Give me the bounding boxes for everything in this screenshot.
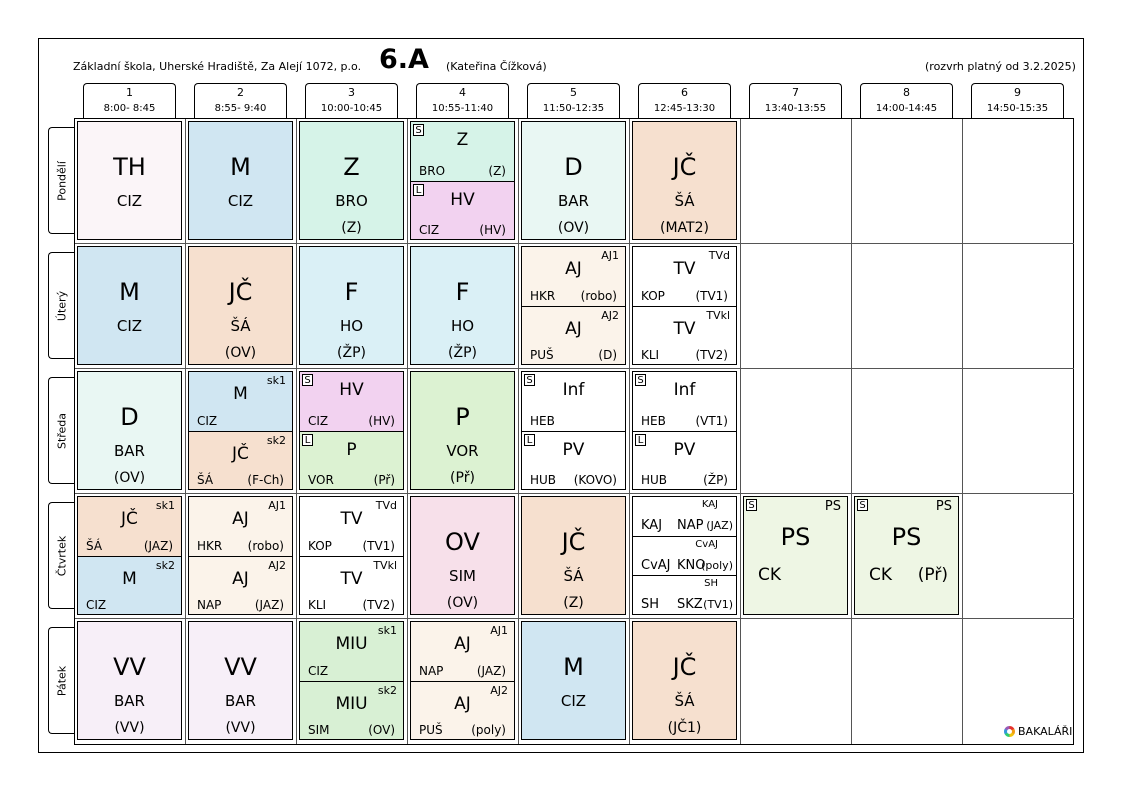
lesson-mon-2[interactable] xyxy=(188,121,293,240)
period-time: 8:55- 9:40 xyxy=(214,103,267,114)
subject-abbr: PV xyxy=(562,440,585,460)
lesson-thu-6[interactable] xyxy=(632,496,737,615)
room-label: (ŽP) xyxy=(337,345,366,361)
grid-cell xyxy=(741,244,852,369)
grid-cell xyxy=(852,244,963,369)
subject-abbr: Inf xyxy=(562,380,585,400)
lesson-tue-1[interactable] xyxy=(77,246,182,365)
teacher-abbr: BAR xyxy=(114,692,145,710)
subject-abbr: P xyxy=(346,440,357,460)
teacher-abbr: CIZ xyxy=(116,317,143,335)
lesson-fri-3[interactable] xyxy=(299,621,404,740)
lesson-part-top[interactable] xyxy=(411,122,514,181)
lesson-thu-4[interactable] xyxy=(410,496,515,615)
grid-cell xyxy=(963,369,1074,494)
subject-abbr: M xyxy=(122,569,137,589)
lesson-part-top[interactable] xyxy=(300,622,403,681)
period-time: 11:50-12:35 xyxy=(542,103,605,114)
period-time: 13:40-13:55 xyxy=(764,103,827,114)
lesson-part-bottom[interactable] xyxy=(411,181,514,240)
lesson-part-top[interactable] xyxy=(522,372,625,431)
period-time: 14:00-14:45 xyxy=(875,103,938,114)
lesson-mon-6[interactable] xyxy=(632,121,737,240)
teacher-abbr: CIZ xyxy=(308,664,329,678)
subject-abbr: TV xyxy=(340,509,363,529)
lesson-part-bottom[interactable] xyxy=(522,306,625,365)
subject-abbr: M xyxy=(563,653,584,681)
subject-abbr: TV xyxy=(673,319,696,339)
logo-text: BAKALÁŘI xyxy=(1018,725,1073,738)
room-label: (TV1) xyxy=(362,539,395,553)
teacher-abbr: HO xyxy=(450,317,475,335)
class-teacher: (Kateřina Čížková) xyxy=(446,60,547,73)
room-label: (TV1) xyxy=(695,289,728,303)
teacher-abbr: BAR xyxy=(114,442,145,460)
subject-abbr: AJ xyxy=(454,694,471,714)
teacher-abbr: CIZ xyxy=(86,598,107,612)
lesson-part-bottom[interactable] xyxy=(633,306,736,365)
room-label: (OV) xyxy=(113,470,146,486)
day-name: Středa xyxy=(55,412,69,449)
room-label: (D) xyxy=(598,348,617,362)
lesson-wed-1[interactable] xyxy=(77,371,182,490)
period-number: 6 xyxy=(681,86,688,99)
room-label: (OV) xyxy=(224,345,257,361)
grid-cell xyxy=(852,619,963,744)
teacher-abbr: ŠÁ xyxy=(674,192,695,210)
lesson-part-bottom[interactable] xyxy=(300,431,403,490)
lesson-part-1[interactable] xyxy=(633,497,736,536)
lesson-part-bottom[interactable] xyxy=(78,556,181,615)
room-label: (Z) xyxy=(563,595,584,611)
subject-abbr: PV xyxy=(673,440,696,460)
room-label: (HV) xyxy=(368,414,395,428)
timetable-grid xyxy=(74,118,1074,745)
lesson-mon-3[interactable] xyxy=(299,121,404,240)
teacher-abbr: CIZ xyxy=(197,414,218,428)
grid-cell xyxy=(852,119,963,244)
period-header-2 xyxy=(194,83,287,118)
teacher-abbr: ŠÁ xyxy=(197,473,214,487)
teacher-abbr: HUB xyxy=(530,473,557,487)
period-number: 7 xyxy=(792,86,799,99)
lesson-part-top[interactable] xyxy=(633,372,736,431)
subject-abbr: AJ xyxy=(565,259,582,279)
subject-abbr: VV xyxy=(113,653,146,681)
subject-abbr: Z xyxy=(343,153,360,181)
lesson-mon-1[interactable] xyxy=(77,121,182,240)
teacher-abbr: HUB xyxy=(641,473,668,487)
lesson-part-bottom[interactable] xyxy=(633,431,736,490)
lesson-part-top[interactable] xyxy=(300,372,403,431)
period-number: 1 xyxy=(126,86,133,99)
room-label: (Př) xyxy=(917,565,948,585)
grid-cell xyxy=(852,369,963,494)
teacher-abbr: BRO xyxy=(335,192,368,210)
teacher-abbr: CIZ xyxy=(116,192,143,210)
group-label: TVkl xyxy=(706,309,730,322)
school-name: Základní škola, Uherské Hradiště, Za Alejí 1072, p.o. xyxy=(73,60,362,73)
room-label: (robo) xyxy=(580,289,617,303)
teacher-abbr: NAP xyxy=(419,664,444,678)
group-label: PS xyxy=(935,499,952,514)
teacher-abbr: CIZ xyxy=(227,192,254,210)
validity-note: (rozvrh platný od 3.2.2025) xyxy=(925,60,1076,73)
lesson-fri-2[interactable] xyxy=(188,621,293,740)
lesson-part-bottom[interactable] xyxy=(189,556,292,615)
group-label: AJ2 xyxy=(268,559,286,572)
grid-cell xyxy=(963,244,1074,369)
period-number: 3 xyxy=(348,86,355,99)
subject-abbr: Inf xyxy=(673,380,696,400)
semester-flag: S xyxy=(302,374,313,386)
group-label: sk1 xyxy=(155,499,175,512)
period-time: 10:55-11:40 xyxy=(431,103,494,114)
subject-abbr: PS xyxy=(891,523,922,551)
day-name: Pátek xyxy=(55,665,69,696)
lesson-wed-6[interactable] xyxy=(632,371,737,490)
semester-flag: S xyxy=(746,499,757,511)
room-label: (robo) xyxy=(247,539,284,553)
period-header-1 xyxy=(83,83,176,118)
lesson-thu-3[interactable] xyxy=(299,496,404,615)
room-label: (TV1) xyxy=(703,598,733,611)
lesson-thu-8[interactable] xyxy=(854,496,959,615)
teacher-abbr: SKZ xyxy=(677,597,703,612)
period-time: 10:00-10:45 xyxy=(320,103,383,114)
semester-flag: S xyxy=(857,499,868,511)
group-label: TVd xyxy=(375,499,397,512)
lesson-part-bottom[interactable] xyxy=(411,681,514,740)
grid-cell xyxy=(741,119,852,244)
teacher-abbr: CIZ xyxy=(560,692,587,710)
period-header-4 xyxy=(416,83,509,118)
teacher-abbr: KNO xyxy=(677,558,706,573)
group-label: AJ1 xyxy=(268,499,286,512)
subject-abbr: MIU xyxy=(335,634,368,654)
room-label: (OV) xyxy=(557,220,590,236)
subject-abbr: P xyxy=(455,403,470,431)
grid-cell xyxy=(741,619,852,744)
room-label: (JAZ) xyxy=(143,539,173,553)
group-label: sk1 xyxy=(266,374,286,387)
subject-abbr: HV xyxy=(450,190,475,210)
period-header-7 xyxy=(749,83,842,118)
subject-abbr: F xyxy=(455,278,470,306)
grid-cell xyxy=(741,369,852,494)
subject-abbr: D xyxy=(120,403,139,431)
room-label: (OV) xyxy=(446,595,479,611)
teacher-abbr: SIM xyxy=(449,567,476,585)
lesson-thu-2[interactable] xyxy=(188,496,293,615)
teacher-abbr: HEB xyxy=(530,414,555,428)
period-header-9 xyxy=(971,83,1064,118)
room-label: (Př) xyxy=(373,473,395,487)
day-name: Pondělí xyxy=(55,160,69,201)
room-label: (VV) xyxy=(225,720,256,736)
subject-abbr: JČ xyxy=(561,528,586,556)
lesson-part-top[interactable] xyxy=(411,622,514,681)
group-label: AJ2 xyxy=(490,684,508,697)
lesson-part-top[interactable] xyxy=(522,247,625,306)
lesson-fri-5[interactable] xyxy=(521,621,626,740)
lesson-part-3[interactable] xyxy=(633,575,736,615)
teacher-abbr: HKR xyxy=(530,289,556,303)
teacher-abbr: VOR xyxy=(446,442,479,460)
room-label: (Př) xyxy=(450,470,475,486)
group-label: sk2 xyxy=(377,684,397,697)
period-number: 9 xyxy=(1014,86,1021,99)
teacher-abbr: BAR xyxy=(558,192,589,210)
subject-abbr: JČ xyxy=(121,509,138,529)
lesson-thu-1[interactable] xyxy=(77,496,182,615)
room-label: (ŽP) xyxy=(448,345,477,361)
room-label: (JAZ) xyxy=(254,598,284,612)
bakalari-logo xyxy=(1004,725,1072,738)
room-label: (TV2) xyxy=(695,348,728,362)
semester-flag: S xyxy=(413,124,424,136)
group-label: TVd xyxy=(708,249,730,262)
teacher-abbr: VOR xyxy=(308,473,334,487)
day-label-3 xyxy=(48,502,75,609)
grid-cell xyxy=(963,119,1074,244)
teacher-abbr: PUŠ xyxy=(419,723,443,737)
lesson-mon-5[interactable] xyxy=(521,121,626,240)
day-label-1 xyxy=(48,252,75,359)
teacher-abbr: KOP xyxy=(641,289,665,303)
group-label: AJ1 xyxy=(490,624,508,637)
group-label: TVkl xyxy=(373,559,397,572)
period-header-8 xyxy=(860,83,953,118)
subject-abbr: JČ xyxy=(228,278,253,306)
semester-flag: L xyxy=(413,184,424,196)
teacher-abbr: PUŠ xyxy=(530,348,554,362)
teacher-abbr: SIM xyxy=(308,723,330,737)
lesson-tue-5[interactable] xyxy=(521,246,626,365)
subject-abbr: AJ xyxy=(454,634,471,654)
period-number: 5 xyxy=(570,86,577,99)
group-label: KAJ xyxy=(701,499,718,510)
group-label: sk1 xyxy=(377,624,397,637)
room-label: (HV) xyxy=(479,223,506,237)
grid-cell xyxy=(963,494,1074,619)
subject-abbr: CvAJ xyxy=(641,558,671,573)
teacher-abbr: ŠÁ xyxy=(230,317,251,335)
lesson-part-bottom[interactable] xyxy=(300,556,403,615)
semester-flag: L xyxy=(524,434,535,446)
room-label: (JČ1) xyxy=(667,720,702,736)
teacher-abbr: KLI xyxy=(641,348,660,362)
subject-abbr: AJ xyxy=(565,319,582,339)
teacher-abbr: KOP xyxy=(308,539,332,553)
semester-flag: L xyxy=(302,434,313,446)
lesson-part-top[interactable] xyxy=(189,372,292,431)
semester-flag: L xyxy=(635,434,646,446)
room-label: (Z) xyxy=(488,164,506,178)
period-header-5 xyxy=(527,83,620,118)
lesson-fri-6[interactable] xyxy=(632,621,737,740)
room-label: (KOVO) xyxy=(573,473,617,487)
period-number: 2 xyxy=(237,86,244,99)
subject-abbr: KAJ xyxy=(641,518,663,533)
class-title: 6.A xyxy=(379,44,429,75)
period-time: 12:45-13:30 xyxy=(653,103,716,114)
room-label: (VT1) xyxy=(695,414,728,428)
period-header-3 xyxy=(305,83,398,118)
lesson-mon-4[interactable] xyxy=(410,121,515,240)
subject-abbr: PS xyxy=(780,523,811,551)
teacher-abbr: CIZ xyxy=(308,414,329,428)
lesson-wed-3[interactable] xyxy=(299,371,404,490)
teacher-abbr: HO xyxy=(339,317,364,335)
day-label-4 xyxy=(48,627,75,734)
group-label: SH xyxy=(704,578,718,589)
group-label: PS xyxy=(824,499,841,514)
lesson-part-top[interactable] xyxy=(300,497,403,556)
teacher-abbr: NAP xyxy=(197,598,222,612)
teacher-abbr: ŠÁ xyxy=(86,539,103,553)
lesson-fri-4[interactable] xyxy=(410,621,515,740)
day-name: Úterý xyxy=(55,290,69,321)
lesson-fri-1[interactable] xyxy=(77,621,182,740)
subject-abbr: MIU xyxy=(335,694,368,714)
subject-abbr: SH xyxy=(641,597,660,612)
group-label: sk2 xyxy=(155,559,175,572)
subject-abbr: Z xyxy=(456,130,469,150)
lesson-part-top[interactable] xyxy=(189,497,292,556)
teacher-abbr: NAP xyxy=(677,518,704,533)
teacher-abbr: BRO xyxy=(419,164,446,178)
subject-abbr: JČ xyxy=(232,444,249,464)
teacher-abbr: CIZ xyxy=(419,223,440,237)
subject-abbr: TV xyxy=(673,259,696,279)
teacher-abbr: CK xyxy=(758,565,782,585)
subject-abbr: AJ xyxy=(232,509,249,529)
lesson-part-top[interactable] xyxy=(633,247,736,306)
teacher-abbr: CK xyxy=(869,565,893,585)
period-time: 14:50-15:35 xyxy=(986,103,1049,114)
period-time: 8:00- 8:45 xyxy=(103,103,156,114)
subject-abbr: OV xyxy=(445,528,480,556)
room-label: (MAT2) xyxy=(660,220,709,236)
room-label: (poly) xyxy=(471,723,506,737)
subject-abbr: JČ xyxy=(672,153,697,181)
subject-abbr: AJ xyxy=(232,569,249,589)
room-label: (JAZ) xyxy=(476,664,506,678)
room-label: (VV) xyxy=(114,720,145,736)
subject-abbr: VV xyxy=(224,653,257,681)
teacher-abbr: KLI xyxy=(308,598,327,612)
teacher-abbr: ŠÁ xyxy=(563,567,584,585)
teacher-abbr: HKR xyxy=(197,539,223,553)
lesson-part-bottom[interactable] xyxy=(189,431,292,490)
lesson-part-bottom[interactable] xyxy=(300,681,403,740)
lesson-tue-3[interactable] xyxy=(299,246,404,365)
teacher-abbr: BAR xyxy=(225,692,256,710)
lesson-tue-6[interactable] xyxy=(632,246,737,365)
period-number: 8 xyxy=(903,86,910,99)
lesson-part-bottom[interactable] xyxy=(522,431,625,490)
lesson-part-2[interactable] xyxy=(633,536,736,576)
lesson-wed-4[interactable] xyxy=(410,371,515,490)
semester-flag: S xyxy=(635,374,646,386)
room-label: (poly) xyxy=(701,559,733,572)
lesson-thu-5[interactable] xyxy=(521,496,626,615)
subject-abbr: D xyxy=(564,153,583,181)
group-label: AJ1 xyxy=(601,249,619,262)
lesson-wed-2[interactable] xyxy=(188,371,293,490)
group-label: AJ2 xyxy=(601,309,619,322)
room-label: (TV2) xyxy=(362,598,395,612)
room-label: (OV) xyxy=(368,723,395,737)
room-label: (ŽP) xyxy=(703,473,728,487)
teacher-abbr: HEB xyxy=(641,414,666,428)
room-label: (F-Ch) xyxy=(247,473,284,487)
subject-abbr: F xyxy=(344,278,359,306)
subject-abbr: M xyxy=(233,384,248,404)
room-label: (Z) xyxy=(341,220,362,236)
subject-abbr: TH xyxy=(113,153,146,181)
lesson-tue-4[interactable] xyxy=(410,246,515,365)
period-number: 4 xyxy=(459,86,466,99)
period-header-6 xyxy=(638,83,731,118)
day-label-0 xyxy=(48,127,75,234)
subject-abbr: JČ xyxy=(672,653,697,681)
lesson-thu-7[interactable] xyxy=(743,496,848,615)
bakalari-logo-icon xyxy=(1004,726,1015,737)
subject-abbr: TV xyxy=(340,569,363,589)
lesson-wed-5[interactable] xyxy=(521,371,626,490)
subject-abbr: HV xyxy=(339,380,364,400)
lesson-part-top[interactable] xyxy=(78,497,181,556)
lesson-tue-2[interactable] xyxy=(188,246,293,365)
subject-abbr: M xyxy=(119,278,140,306)
group-label: sk2 xyxy=(266,434,286,447)
day-name: Čtvrtek xyxy=(55,535,69,576)
group-label: CvAJ xyxy=(695,539,718,550)
teacher-abbr: ŠÁ xyxy=(674,692,695,710)
day-label-2 xyxy=(48,377,75,484)
semester-flag: S xyxy=(524,374,535,386)
room-label: (JAZ) xyxy=(706,519,733,532)
subject-abbr: M xyxy=(230,153,251,181)
